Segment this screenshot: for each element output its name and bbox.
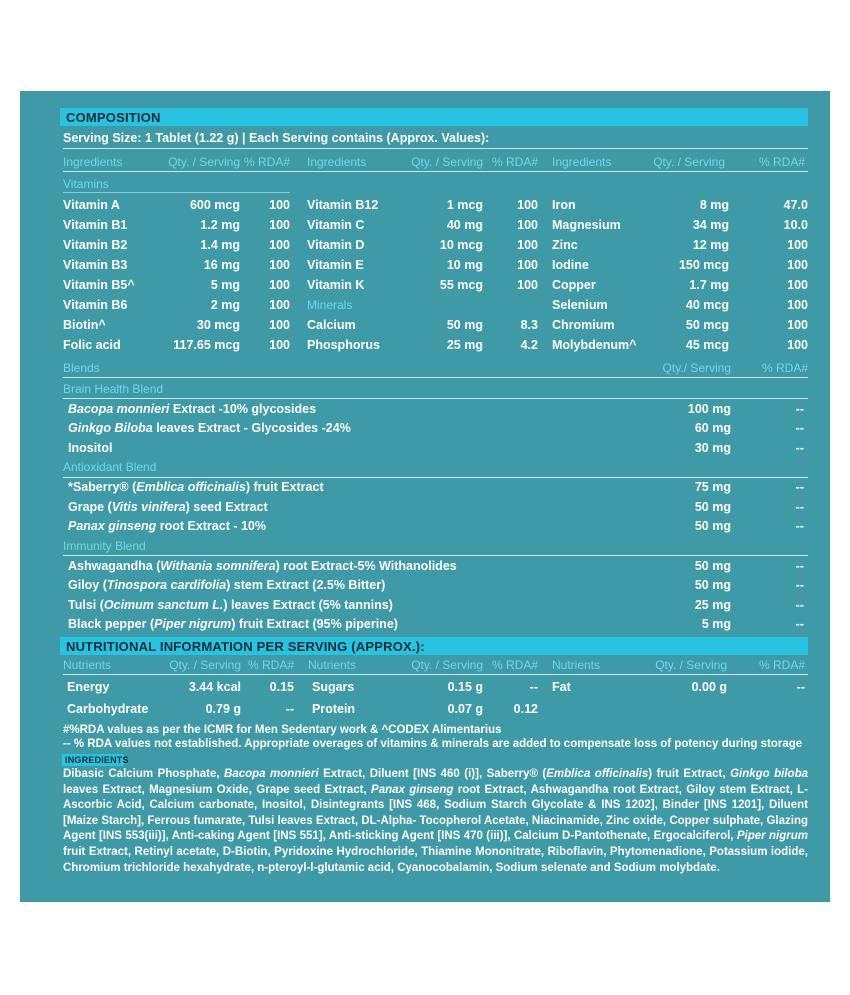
blend-item-name (63, 598, 623, 612)
blend-item-qty: 25 mg (694, 597, 731, 612)
nutrition-title: NUTRITIONAL INFORMATION PER SERVING (APPROX.): (66, 638, 425, 654)
vitamins-column-2 (307, 195, 538, 355)
blend-item-qty: 50 mg (694, 578, 731, 593)
ingredient-text: root Extract, Ashwagandha root Extract, Giloy stem Extract, L-Ascorbic Acid, Calcium carbonate, Inositol, Disintegrants [INS 468, Sodium Starch Glycolate & INS 1202], Binder [INS 1201], Diluent [Maize Starch], Ferrous fumarate, Tulsi leaves Extract, DL-Alpha- Tocopherol Acetate, Niacinamide, Zinc oxide, Copper sulphate, Glazing Agent [INS 553(iii)], Anti-caking Agent [INS 551], Anti-sticking Agent [INS 470 (iii)], Calcium D-Pantothenate, Ergocalciferol, (63, 783, 808, 843)
blend-item-row (63, 556, 808, 576)
blend-item-it: Emblica officinalis (136, 480, 246, 495)
header-qty-1: Qty. / Serving (168, 154, 240, 169)
blend-item-rda: -- (795, 617, 804, 632)
nutrient-qty: 34 mg (692, 218, 729, 232)
serving-size-text: Serving Size: 1 Tablet (1.22 g) | Each Serving contains (Approx. Values): (63, 131, 490, 145)
blend-item-name (63, 559, 623, 573)
blend-item-row (63, 576, 808, 596)
header-qty-3: Qty. / Serving (653, 154, 725, 169)
nutrition-name: Fat (552, 680, 571, 694)
nutrient-rda: 4.2 (520, 338, 538, 352)
blend-item-it: Bacopa monnieri (68, 401, 170, 416)
blends-header-row (63, 358, 808, 378)
nutrient-rda: 100 (269, 198, 290, 212)
blend-item-rda: -- (795, 480, 804, 495)
nutrient-name: Vitamin B1 (63, 218, 128, 232)
nutrient-name: Vitamin B2 (63, 238, 128, 252)
nutrient-qty: 117.65 mcg (173, 338, 240, 352)
blend-item-pre: Black pepper ( (68, 617, 155, 632)
nutrient-row (552, 255, 808, 275)
nutr-header-nutrients-3: Nutrients (552, 658, 601, 672)
nutrient-row (63, 195, 290, 215)
blend-item-row (63, 419, 808, 439)
nutr-header-qty-1: Qty. / Serving (169, 658, 241, 672)
nutrient-rda: 100 (269, 298, 290, 312)
nutrient-row (552, 235, 808, 255)
ingredient-text: leaves Extract, Magnesium Oxide, Grape seed Extract, (63, 783, 372, 796)
blend-item-post: ) fruit Extract (245, 480, 324, 495)
nutrient-row (63, 215, 290, 235)
nutrient-name: Vitamin C (307, 218, 365, 232)
blend-item-qty: 75 mg (694, 480, 731, 495)
nutrient-name: Calcium (307, 318, 356, 332)
nutrition-name: Energy (67, 680, 110, 694)
blend-item-post: Extract -10% glycosides (169, 401, 317, 416)
ingredient-italic: Emblica officinalis (546, 768, 649, 780)
blend-item-rda: -- (795, 558, 804, 573)
ingredients-label-bar (62, 754, 129, 766)
footnote-2: -- % RDA values not established. Appropriate overages of vitamins & minerals are added to compensate loss of potency during storage (63, 737, 803, 750)
header-rda-3: % RDA# (758, 154, 805, 169)
nutrient-row (307, 195, 538, 215)
nutrient-rda: 100 (787, 278, 808, 292)
blends-qty-header: Qty./ Serving (662, 360, 731, 375)
nutrition-row (63, 676, 808, 698)
blend-item-qty: 5 mg (701, 617, 731, 632)
serving-size (63, 128, 808, 149)
blend-item-post: ) seed Extract (185, 499, 268, 514)
nutrient-rda: 100 (269, 238, 290, 252)
nutrient-row (552, 195, 808, 215)
nutrient-rda: 100 (269, 258, 290, 272)
composition-title-bar (60, 108, 808, 126)
nutrient-qty: 1.7 mg (689, 278, 729, 292)
ingredients-text (63, 767, 808, 876)
blend-item-it: Ginkgo Biloba (68, 421, 153, 436)
nutr-header-rda-1: % RDA# (247, 658, 294, 672)
nutrient-qty: 40 mg (446, 218, 483, 232)
nutrient-row (307, 255, 538, 275)
nutrient-row (63, 255, 290, 275)
header-ingredients-3: Ingredients (552, 154, 612, 169)
nutrient-rda: 100 (517, 278, 538, 292)
nutrient-row (307, 275, 538, 295)
nutrition-rows (63, 676, 808, 720)
nutrient-rda: 10.0 (783, 218, 808, 232)
nutrient-qty: 10 mg (446, 258, 483, 272)
blend-item-post: leaves Extract - Glycosides -24% (152, 421, 351, 436)
blend-item-pre: Giloy ( (68, 578, 107, 593)
label-panel (20, 91, 830, 902)
blend-item-post: ) fruit Extract (95% piperine) (231, 617, 398, 632)
ingredients-label: INGREDIENTS (65, 755, 129, 765)
nutrient-row (552, 275, 808, 295)
nutrient-rda: 100 (269, 318, 290, 332)
blend-item-name (63, 402, 623, 416)
nutrition-name: Carbohydrate (67, 702, 149, 716)
nutrient-qty: 40 mcg (685, 298, 729, 312)
ingredient-text: fruit Extract, Retinyl acetate, D-Biotin, Pyridoxine Hydrochloride, Thiamine Mononitrate, Riboflavin, Phytomenadione, Potassium iodide, Chromium trichloride hexahydrate, n-pteroyl-l-glutamic acid, Cyanocobalamin, Sodium selenate and Sodium molybdate. (63, 845, 808, 874)
blend-item-post: root Extract - 10% (156, 519, 266, 534)
blends-rda-header: % RDA# (761, 360, 808, 375)
nutrient-row (63, 235, 290, 255)
blend-item-row (63, 478, 808, 498)
blend-item-rda: -- (795, 440, 804, 455)
nutrient-qty: 600 mcg (189, 198, 240, 212)
blend-item-name (63, 480, 623, 494)
nutrition-row (63, 698, 808, 720)
nutrient-qty: 1.2 mg (200, 218, 240, 232)
nutrition-rda: 0.12 (513, 702, 538, 716)
blend-item-rda: -- (795, 401, 804, 416)
nutrient-qty: 12 mg (692, 238, 729, 252)
nutrient-qty: 50 mg (446, 318, 483, 332)
nutrient-name: Vitamin B6 (63, 298, 128, 312)
nutrient-qty: 25 mg (446, 338, 483, 352)
nutrient-qty: 2 mg (210, 298, 240, 312)
nutr-header-rda-3: % RDA# (758, 658, 805, 672)
nutrient-rda: 8.3 (520, 318, 538, 332)
blend-item-qty: 100 mg (687, 401, 731, 416)
nutrient-rda: 100 (787, 298, 808, 312)
header-rda-2: % RDA# (491, 154, 538, 169)
blend-item-it: Vitis vinifera (111, 499, 186, 514)
ingredient-text: Dibasic Calcium Phosphate, (63, 768, 225, 780)
blend-item-qty: 50 mg (694, 558, 731, 573)
nutrient-qty: 55 mcg (439, 278, 483, 292)
blend-item-it: Tinospora cardifolia (106, 578, 227, 593)
ingredient-text: ) fruit Extract, (648, 768, 731, 780)
blend-item-rda: -- (795, 421, 804, 436)
nutrient-rda: 100 (517, 198, 538, 212)
ingredient-italic: Bacopa monnieri (224, 768, 319, 780)
nutrient-name: Zinc (552, 238, 578, 252)
nutrition-rda: -- (529, 680, 538, 694)
nutrition-name: Sugars (312, 680, 355, 694)
nutrient-name: Iodine (552, 258, 589, 272)
blend-item-row (63, 517, 808, 537)
header-ingredients-1: Ingredients (63, 154, 123, 169)
nutrient-qty: 10 mcg (439, 238, 483, 252)
nutr-header-rda-2: % RDA# (491, 658, 538, 672)
minerals-label: Minerals (307, 298, 353, 312)
blend-item-pre: *Saberry® ( (68, 480, 137, 495)
blend-item-post: ) root Extract-5% Withanolides (275, 558, 457, 573)
header-ingredients-2: Ingredients (307, 154, 367, 169)
footnotes (63, 724, 808, 751)
nutrient-row (307, 215, 538, 235)
nutrient-qty: 30 mcg (196, 318, 240, 332)
nutrient-rda: 100 (517, 218, 538, 232)
nutrient-row (552, 295, 808, 315)
blend-item-post: ) stem Extract (2.5% Bitter) (226, 578, 386, 593)
nutrient-rda: 100 (787, 238, 808, 252)
nutrient-name: Vitamin B12 (307, 198, 379, 212)
nutrient-qty: 16 mg (203, 258, 240, 272)
nutrient-name: Selenium (552, 298, 608, 312)
nutrition-qty: 0.00 g (691, 680, 727, 694)
minerals-column-3 (552, 195, 808, 355)
ingredient-italic: Ginkgo biloba (730, 768, 808, 780)
nutrient-row (63, 315, 290, 335)
blend-item-pre: Ashwagandha ( (68, 558, 161, 573)
nutrient-name: Folic acid (63, 338, 121, 352)
blend-group-title: Brain Health Blend (63, 379, 808, 399)
nutrient-rda: 100 (787, 318, 808, 332)
nutrient-row (307, 315, 538, 335)
nutrient-rda: 100 (269, 218, 290, 232)
nutrition-qty: 3.44 kcal (188, 680, 241, 694)
blend-item-name (63, 441, 623, 455)
nutrition-qty: 0.07 g (447, 702, 483, 716)
nutrient-name: Vitamin K (307, 278, 365, 292)
vitamins-label-row (63, 175, 290, 193)
nutrient-row (552, 335, 808, 355)
nutrient-row (552, 215, 808, 235)
composition-header-row (63, 152, 808, 172)
nutrient-name: Vitamin B3 (63, 258, 128, 272)
nutrient-qty: 5 mg (210, 278, 240, 292)
blend-item-row (63, 497, 808, 517)
blend-item-qty: 30 mg (694, 440, 731, 455)
nutrient-row (307, 235, 538, 255)
nutrient-row (63, 335, 290, 355)
nutrient-qty: 1 mcg (446, 198, 483, 212)
nutrient-name: Vitamin B5^ (63, 278, 135, 292)
nutrition-title-bar (60, 637, 808, 655)
nutrient-name: Phosphorus (307, 338, 380, 352)
blend-item-rda: -- (795, 578, 804, 593)
nutr-header-nutrients-1: Nutrients (63, 658, 112, 672)
blend-item-row (63, 615, 808, 635)
nutrient-name: Vitamin A (63, 198, 120, 212)
blend-item-name (63, 500, 623, 514)
nutrient-row (307, 335, 538, 355)
nutrient-name: Iron (552, 198, 576, 212)
nutrient-row (63, 275, 290, 295)
blend-item-name (63, 617, 623, 631)
nutrient-rda: 100 (787, 338, 808, 352)
blend-item-name (63, 578, 623, 592)
blend-item-post: ) leaves Extract (5% tannins) (223, 597, 393, 612)
nutrient-name: Biotin^ (63, 318, 106, 332)
blend-item-name (63, 519, 623, 533)
nutrition-header-row (63, 656, 808, 675)
blend-item-qty: 60 mg (694, 421, 731, 436)
vitamins-column-1 (63, 195, 290, 355)
blend-group-title: Immunity Blend (63, 536, 808, 556)
composition-title: COMPOSITION (66, 109, 161, 125)
blend-item-it: Withania somnifera (160, 558, 276, 573)
nutrient-name: Chromium (552, 318, 615, 332)
blends-section (63, 379, 808, 634)
header-rda-1: % RDA# (243, 154, 290, 169)
nutrient-qty: 1.4 mg (200, 238, 240, 252)
nutrient-name: Vitamin D (307, 238, 365, 252)
nutrition-rda: -- (796, 680, 805, 694)
blend-item-rda: -- (795, 597, 804, 612)
nutrient-rda: 100 (517, 238, 538, 252)
blend-item-pre: Grape ( (68, 499, 112, 514)
nutr-header-nutrients-2: Nutrients (308, 658, 357, 672)
nutrition-qty: 0.15 g (447, 680, 483, 694)
nutrient-rda: 100 (517, 258, 538, 272)
nutrient-qty: 45 mcg (685, 338, 729, 352)
nutrient-row (63, 295, 290, 315)
blend-item-rda: -- (795, 499, 804, 514)
nutrient-name: Vitamin E (307, 258, 364, 272)
nutrient-row (552, 315, 808, 335)
nutrient-qty: 50 mcg (685, 318, 729, 332)
nutrient-name: Molybdenum^ (552, 338, 637, 352)
footnote-1: #%RDA values as per the ICMR for Men Sedentary work & ^CODEX Alimentarius (63, 724, 502, 736)
blend-item-it: Panax ginseng (68, 519, 157, 534)
nutrition-qty: 0.79 g (205, 702, 241, 716)
blend-item-name (63, 421, 623, 435)
blend-item-row (63, 438, 808, 458)
nutrient-rda: 100 (269, 278, 290, 292)
blend-item-row (63, 399, 808, 419)
ingredient-italic: Panax ginseng (371, 783, 454, 796)
nutr-header-qty-2: Qty. / Serving (411, 658, 483, 672)
nutr-header-qty-3: Qty. / Serving (655, 658, 727, 672)
nutrition-rda: 0.15 (269, 680, 294, 694)
header-qty-2: Qty. / Serving (411, 154, 483, 169)
blend-group-title: Antioxidant Blend (63, 458, 808, 478)
blend-item-pre: Inositol (68, 440, 113, 455)
nutrient-name: Magnesium (552, 218, 621, 232)
nutrient-rda: 47.0 (783, 198, 808, 212)
blend-item-it: Ocimum sanctum L. (103, 597, 224, 612)
nutrient-name: Copper (552, 278, 596, 292)
blend-item-it: Piper nigrum (154, 617, 232, 632)
blend-item-qty: 50 mg (694, 499, 731, 514)
blend-item-qty: 50 mg (694, 519, 731, 534)
blend-item-pre: Tulsi ( (68, 597, 104, 612)
nutrient-rda: 100 (269, 338, 290, 352)
blend-item-rda: -- (795, 519, 804, 534)
blend-item-row (63, 595, 808, 615)
ingredient-italic: Piper nigrum (736, 830, 808, 843)
nutrition-name: Protein (312, 702, 356, 716)
ingredient-text: Extract, Diluent [INS 460 (i)], Saberry® ( (318, 768, 547, 780)
blends-label: Blends (63, 360, 100, 375)
nutrient-rda: 100 (787, 258, 808, 272)
nutrient-qty: 8 mg (699, 198, 729, 212)
nutrition-rda: -- (285, 702, 294, 716)
vitamins-label: Vitamins (63, 176, 109, 191)
nutrient-qty: 150 mcg (678, 258, 729, 272)
